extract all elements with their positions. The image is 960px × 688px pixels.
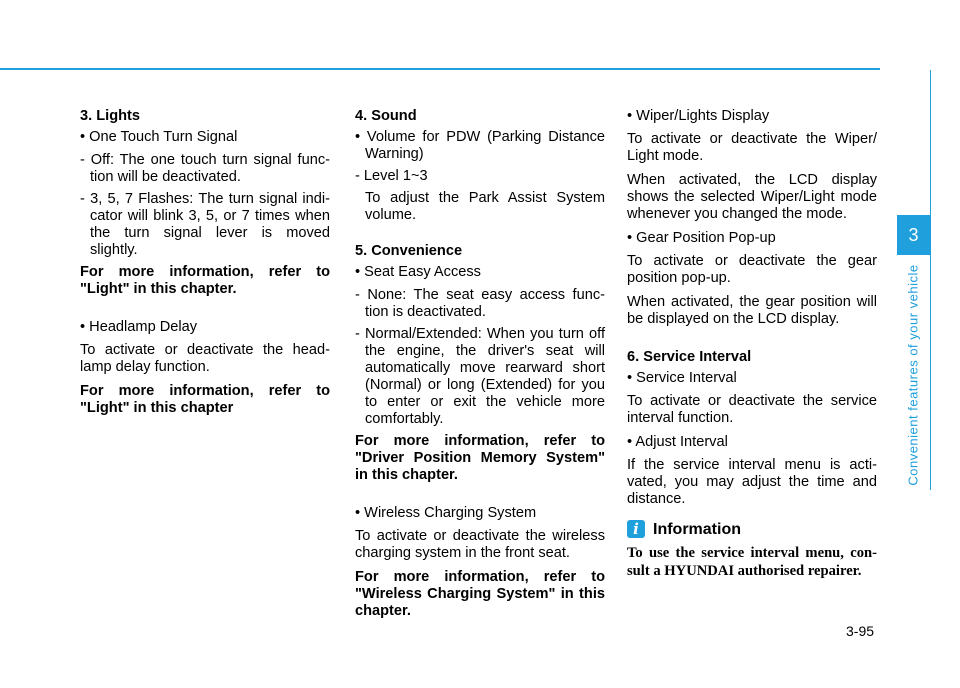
paragraph: To activate or deactivate the gear position pop-up.	[627, 253, 877, 286]
paragraph: To activate or deactivate the wireless charging system in the front seat.	[355, 528, 605, 561]
page-number: 3-95	[846, 623, 875, 639]
paragraph: To activate or deactivate the head-lamp delay function.	[80, 342, 330, 375]
information-box-header	[627, 520, 877, 538]
option-none: - None: The seat easy access func-tion is deactivated.	[355, 287, 605, 320]
bullet-headlamp-delay: • Headlamp Delay	[80, 319, 198, 335]
bullet-one-touch-turn-signal: • One Touch Turn Signal	[80, 129, 238, 145]
option-level: - Level 1~3	[355, 168, 428, 184]
information-title: Information	[653, 520, 741, 538]
bullet-seat-easy-access: • Seat Easy Access	[355, 264, 481, 280]
reference-note: For more information, refer to "Driver Position Memory System" in this chapter.	[355, 433, 605, 483]
paragraph: If the service interval menu is acti-vated, you may adjust the time and distance.	[627, 457, 877, 507]
paragraph: When activated, the LCD display shows the selected Wiper/Light mode whenever you changed the mode.	[627, 172, 877, 222]
option-off: - Off: The one touch turn signal func-tion will be deactivated.	[80, 152, 330, 185]
paragraph: When activated, the gear position will be displayed on the LCD display.	[627, 294, 877, 327]
header-rule	[0, 68, 880, 70]
bullet-wireless-charging: • Wireless Charging System	[355, 505, 537, 521]
bullet-volume-pdw: • Volume for PDW (Parking Distance Warning)	[355, 129, 605, 162]
paragraph: To activate or deactivate the Wiper/ Light mode.	[627, 131, 877, 164]
reference-note: For more information, refer to "Light" in this chapter.	[80, 264, 330, 297]
info-icon: i	[627, 520, 645, 538]
chapter-title-vertical: Convenient features of your vehicle	[905, 264, 921, 486]
bullet-wiper-lights-display: • Wiper/Lights Display	[627, 108, 770, 124]
information-text: To use the service interval menu, con-sult a HYUNDAI authorised repairer.	[627, 545, 877, 579]
bullet-adjust-interval: • Adjust Interval	[627, 434, 728, 450]
column-1	[80, 108, 330, 424]
option-flashes: - 3, 5, 7 Flashes: The turn signal indi-cator will blink 3, 5, or 7 times when the turn signal lever is moved slightly.	[80, 191, 330, 258]
section-heading-lights: 3. Lights	[80, 108, 140, 124]
section-heading-service-interval: 6. Service Interval	[627, 349, 752, 365]
option-normal-extended: - Normal/Extended: When you turn off the engine, the driver's seat will automatically move rearward short (Normal) or long (Extended) for you to enter or exit the vehicle more comfortably.	[355, 326, 605, 427]
reference-note: For more information, refer to "Light" in this chapter	[80, 383, 330, 416]
section-heading-convenience: 5. Convenience	[355, 243, 463, 259]
paragraph: To activate or deactivate the service interval function.	[627, 393, 877, 426]
bullet-gear-position-popup: • Gear Position Pop-up	[627, 230, 776, 246]
column-2	[355, 108, 605, 627]
paragraph: To adjust the Park Assist System volume.	[365, 190, 605, 223]
sidebar-rule	[930, 70, 931, 490]
reference-note: For more information, refer to "Wireless Charging System" in this chapter.	[355, 569, 605, 619]
chapter-tab: 3	[897, 215, 930, 255]
bullet-service-interval: • Service Interval	[627, 370, 737, 386]
section-heading-sound: 4. Sound	[355, 108, 417, 124]
column-3	[627, 108, 877, 587]
